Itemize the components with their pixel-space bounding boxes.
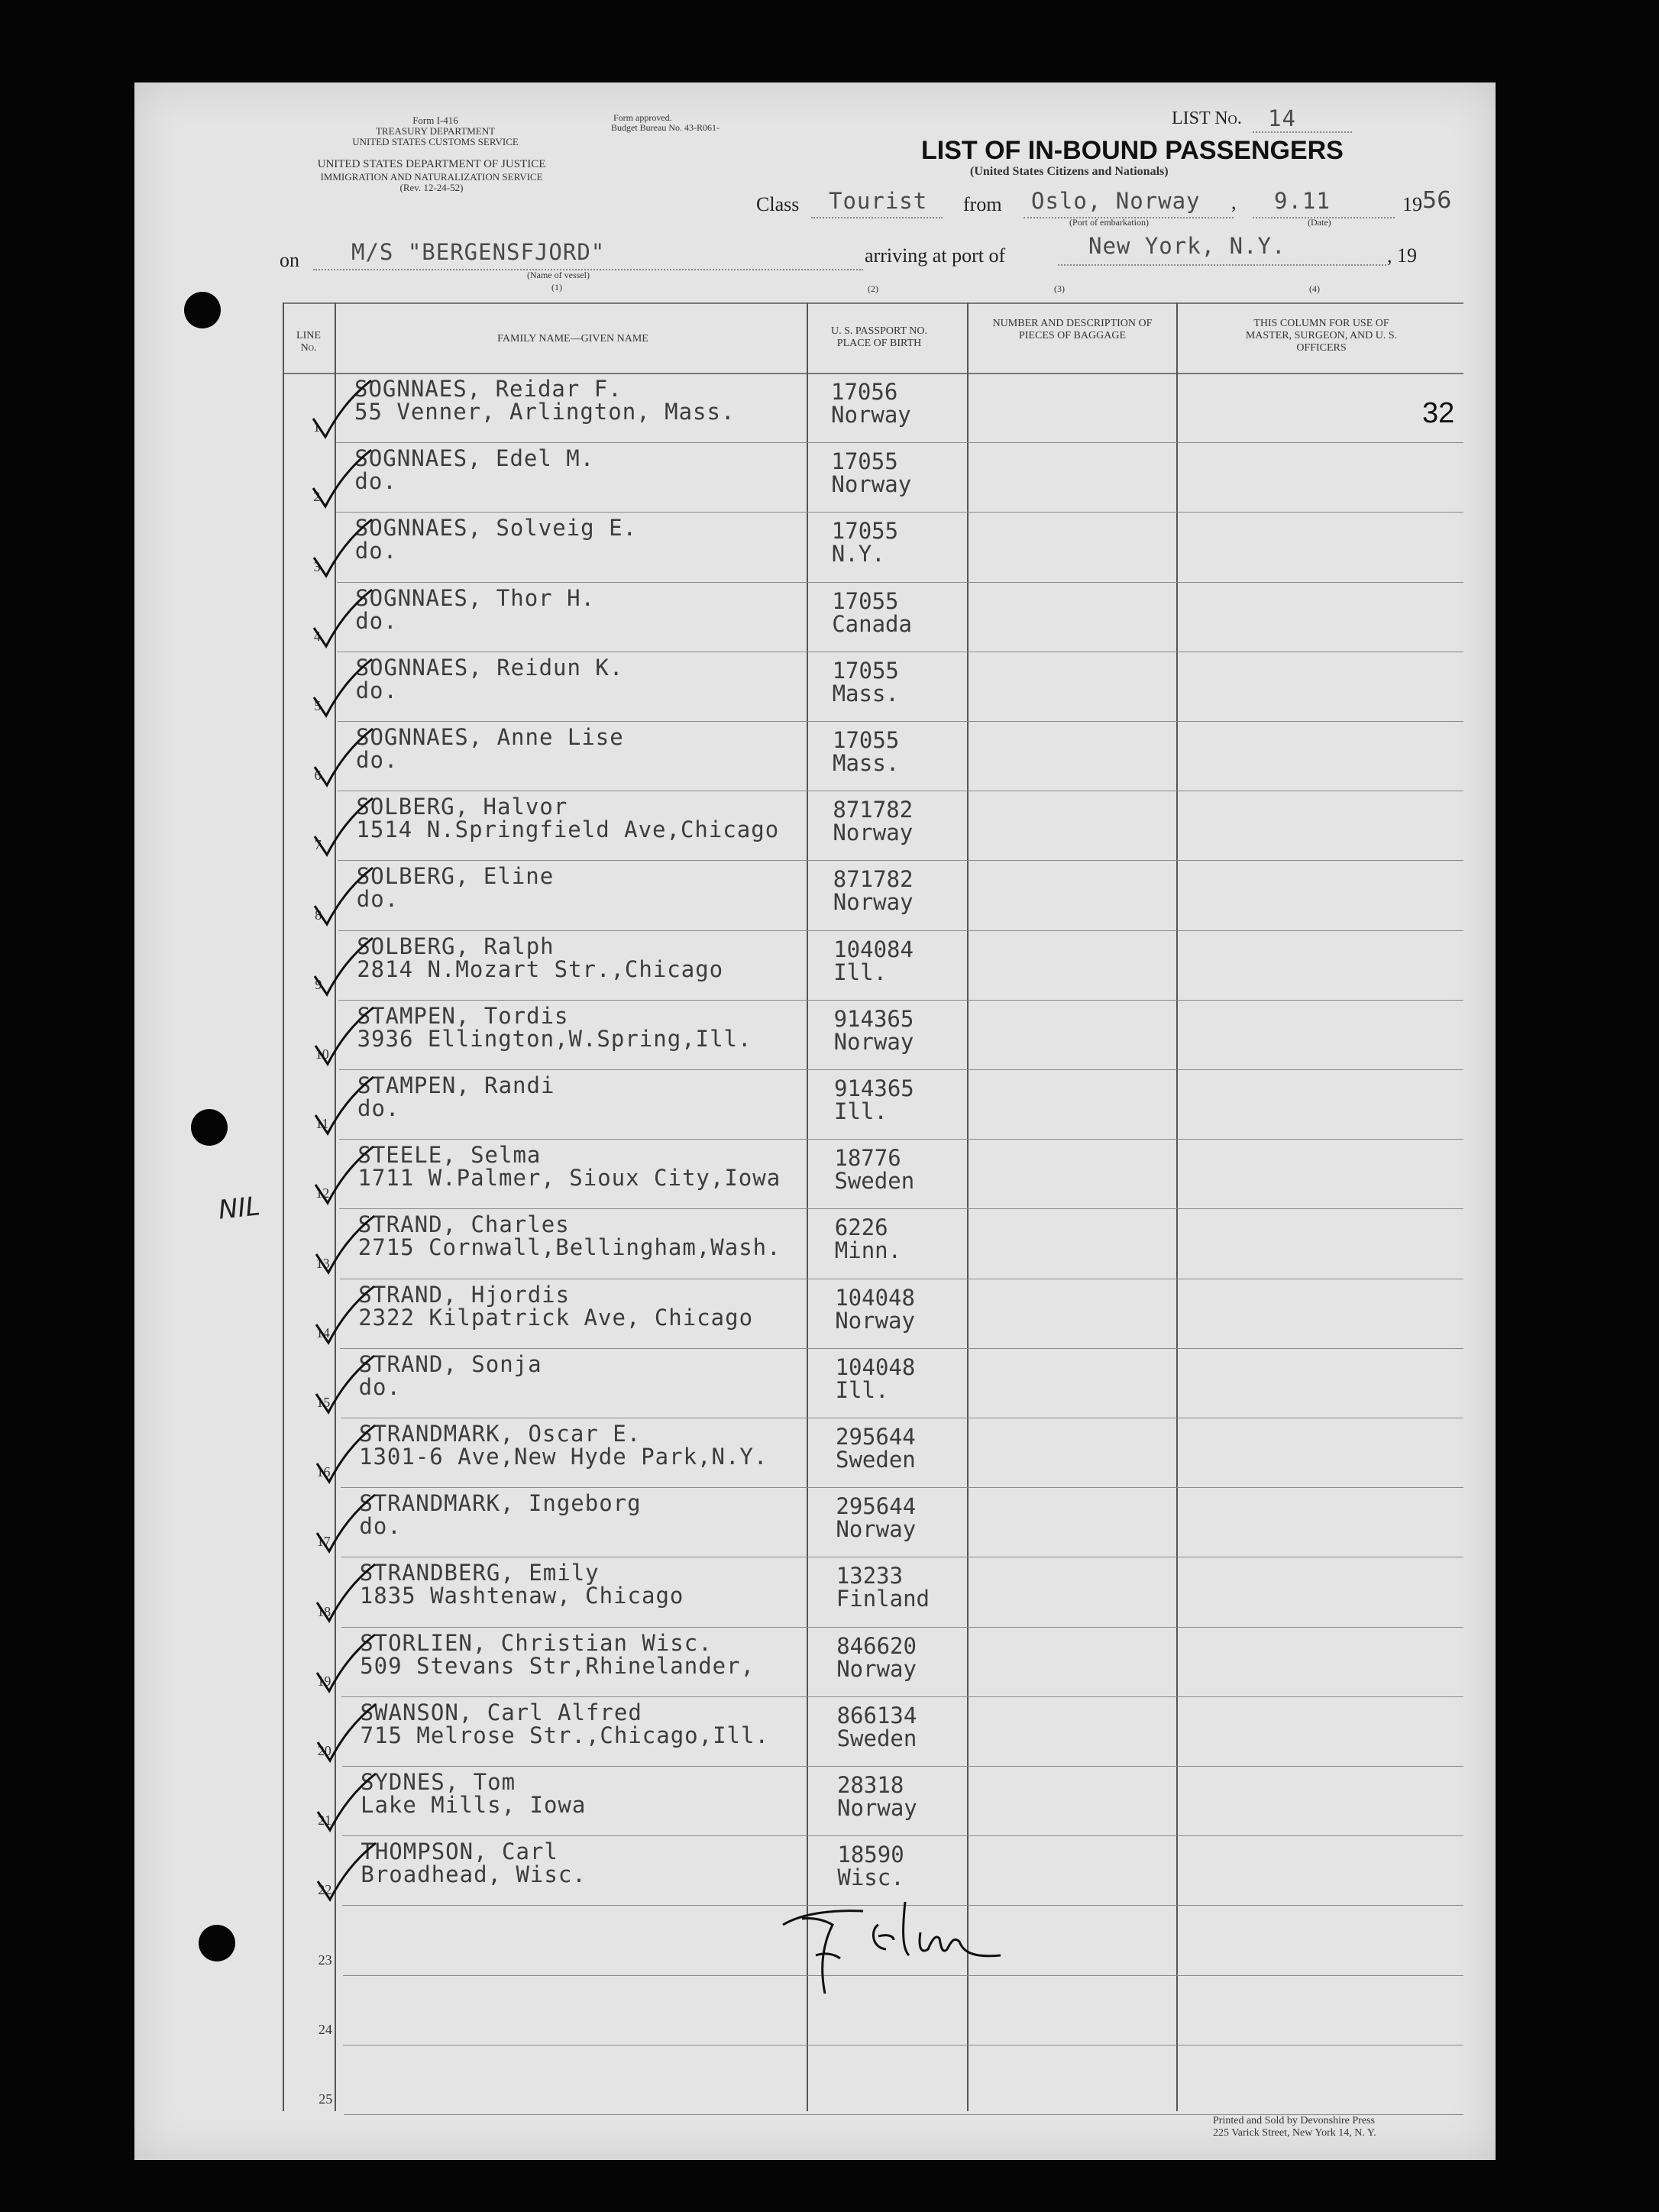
checkmark-icon [308,1071,377,1140]
place-of-birth: Ill. [835,1376,889,1403]
row-number: 20 [317,1743,331,1758]
vessel-col-num: (1) [551,282,562,293]
passport-number: 846620 [836,1632,917,1659]
passport-number: 17056 [831,379,898,405]
passenger-address: do. [358,1373,401,1400]
row-number: 8 [315,907,322,923]
checkmark-icon [309,1280,377,1349]
row-divider [338,930,1463,931]
checkmark-icon [306,513,375,582]
row-number: 7 [314,837,322,853]
col-line-no: LINE No. [296,330,321,354]
row-divider [342,1835,1463,1836]
checkmark-icon [307,932,376,1001]
row-number: 22 [318,1882,332,1898]
comma: , [1231,191,1237,213]
passport-number: 17055 [833,727,900,753]
row-divider [338,860,1463,861]
row-divider [339,1208,1463,1209]
passenger-name: SOGNNAES, Anne Lise [356,724,624,750]
place-of-birth: Norway [837,1795,917,1821]
from-label: from [963,193,1002,215]
passenger-name: SOLBERG, Halvor [356,794,568,820]
row-divider [338,721,1463,722]
customs-service: UNITED STATES CUSTOMS SERVICE [352,136,519,147]
passenger-address: 1514 N.Springfield Ave,Chicago [356,817,780,843]
col-baggage: NUMBER AND DESCRIPTION OF PIECES OF BAGGAGE [992,318,1153,341]
printer-line-2: 225 Varick Street, New York 14, N. Y. [1213,2127,1376,2139]
treasury-dept: TREASURY DEPARTMENT [375,125,496,137]
arriving-label: arriving at port of [865,244,1006,267]
port-of-embarkation: Oslo, Norway [1031,188,1201,214]
place-of-birth: Minn. [834,1237,902,1264]
place-of-birth: Canada [832,610,912,637]
checkmark-icon [306,374,374,443]
row-number: 1 [313,419,320,435]
checkmark-icon [309,1419,378,1488]
row-number: 17 [316,1534,331,1550]
place-of-birth: Sweden [834,1168,915,1195]
date-caption: (Date) [1308,217,1331,228]
passenger-name: SOGNNAES, Thor H. [355,584,595,611]
row-divider [336,442,1463,443]
checkmark-icon [309,1210,377,1279]
passenger-name: STRAND, Charles [357,1211,570,1238]
port-caption: (Port of embarkation) [1069,217,1149,228]
arrival-line [1058,264,1386,266]
passenger-address: 3936 Ellington,W.Spring,Ill. [357,1025,752,1052]
passport-number: 13233 [836,1563,904,1589]
row-number: 9 [315,976,322,992]
row-number: 25 [319,2091,333,2107]
row-divider [340,1348,1463,1349]
passport-number: 18776 [834,1145,901,1172]
row-number: 6 [314,768,322,784]
table-top-border [283,302,1463,304]
row-number: 15 [316,1395,331,1410]
passenger-name: STEELE, Selma [357,1142,542,1169]
passenger-name: STAMPEN, Randi [357,1072,555,1098]
passport-number: 104048 [835,1353,916,1380]
place-of-birth: Norway [835,1307,915,1334]
passport-number: 866134 [836,1702,917,1729]
class-label: Class [756,193,800,215]
place-of-birth: Norway [831,402,911,428]
checkmark-icon [310,1837,379,1906]
on-label: on [280,249,299,271]
passport-number: 104084 [833,936,914,962]
place-of-birth: Sweden [836,1447,916,1473]
year2: , 19 [1387,244,1417,267]
checkmark-icon [310,1698,379,1767]
list-number-label: LIST No. [1172,108,1242,128]
checkmark-icon [307,792,376,861]
ins-service: IMMIGRATION AND NATURALIZATION SERVICE [320,171,543,183]
row-divider [336,512,1463,513]
passport-number: 17055 [831,518,899,545]
row-number: 11 [315,1116,329,1132]
col-divider-name [807,302,808,2111]
table-left-border [283,302,284,2111]
checkmark-icon [306,444,374,513]
row-divider [342,1766,1463,1767]
col-passport: U. S. PASSPORT NO. PLACE OF BIRTH [831,325,927,349]
passenger-address: do. [355,607,398,634]
place-of-birth: Norway [836,1516,917,1543]
place-of-birth: Ill. [834,1098,888,1124]
checkmark-icon [309,1628,378,1697]
passenger-address: do. [354,538,398,564]
passport-number: 17055 [832,657,899,684]
row-divider [337,582,1463,583]
passenger-name: STRAND, Hjordis [358,1281,571,1308]
row-divider [341,1487,1463,1488]
class-line [811,217,943,218]
punch-hole [191,1109,228,1146]
checkmark-icon [309,1489,378,1557]
vessel-name: M/S "BERGENSFJORD" [351,239,606,265]
passport-number: 914365 [834,1075,914,1101]
passenger-name: STAMPEN, Tordis [357,1002,569,1029]
passenger-name: SOLBERG, Eline [356,863,555,890]
row-number: 13 [315,1255,330,1271]
row-number: 24 [318,2021,332,2037]
checkmark-icon [309,1558,378,1627]
arrival-port: New York, N.Y. [1088,233,1286,259]
form-approved: Form approved. [613,112,672,123]
place-of-birth: Ill. [833,959,888,985]
form-revision: (Rev. 12-24-52) [399,182,464,193]
page-title: LIST OF IN-BOUND PASSENGERS [921,136,1344,165]
checkmark-icon [308,1001,377,1070]
row-number: 21 [318,1813,331,1829]
place-of-birth: N.Y. [831,541,885,568]
place-of-birth: Mass. [832,680,899,707]
passenger-address: do. [359,1513,402,1540]
passenger-name: STRANDMARK, Oscar E. [359,1421,642,1447]
col-officers: THIS COLUMN FOR USE OF MASTER, SURGEON, AND U. S. OFFICERS [1245,318,1398,354]
row-number: 19 [317,1673,331,1689]
passport-number: 18590 [837,1842,904,1868]
row-number: 16 [316,1464,331,1480]
row-number: 12 [315,1185,330,1201]
place-of-birth: Finland [836,1586,930,1612]
col4-num: (4) [1309,283,1320,294]
place-of-birth: Norway [833,1028,914,1055]
passenger-address: 55 Venner, Arlington, Mass. [354,399,736,425]
passenger-name: STORLIEN, Christian Wisc. [360,1629,713,1656]
checkmark-icon [307,723,376,791]
passport-number: 871782 [833,866,914,893]
passenger-address: 2715 Cornwall,Bellingham,Wash. [357,1234,781,1261]
row-number: 4 [313,628,321,644]
punch-hole [199,1925,235,1961]
year-prefix: 19 [1402,193,1422,215]
budget-bureau: Budget Bureau No. 43-R061- [611,122,720,133]
passport-number: 28318 [837,1772,904,1798]
passenger-name: SOGNNAES, Solveig E. [354,515,637,542]
place-of-birth: Sweden [836,1725,917,1751]
checkmark-icon [308,1140,377,1209]
year-value: 56 [1422,187,1452,214]
passenger-name: THOMPSON, Carl [361,1838,558,1865]
place-of-birth: Mass. [833,750,900,776]
passenger-address: 509 Stevans Str,Rhinelander, [360,1652,755,1679]
row-number: 5 [314,698,322,713]
place-of-birth: Norway [833,820,914,846]
printer-line-1: Printed and Sold by Devonshire Press [1213,2115,1375,2126]
checkmark-icon [307,862,376,930]
row-divider [338,1000,1463,1001]
passenger-name: SOGNNAES, Edel M. [354,445,595,472]
list-number: 14 [1268,105,1296,131]
passenger-address: 715 Melrose Str.,Chicago,Ill. [360,1722,769,1748]
col-name: FAMILY NAME—GIVEN NAME [497,333,648,344]
passenger-name: STRAND, Sonja [358,1350,542,1377]
passenger-name: STRANDBERG, Emily [359,1560,600,1586]
passenger-name: SYDNES, Tom [361,1769,516,1795]
passenger-address: do. [356,886,399,913]
checkmark-icon [306,584,375,652]
col-divider-baggage [1176,302,1178,2111]
punch-hole [184,292,221,328]
passenger-address: do. [354,468,397,495]
row-number: 18 [317,1603,331,1619]
checkmark-icon [310,1767,379,1836]
row-divider [341,1696,1463,1697]
vessel-caption: (Name of vessel) [527,270,590,280]
passenger-address: Broadhead, Wisc. [361,1861,587,1888]
passenger-address: 2322 Kilpatrick Ave, Chicago [358,1304,754,1331]
row-number: 10 [315,1046,329,1062]
passenger-address: 2814 N.Mozart Str.,Chicago [357,956,724,982]
row-divider [339,1069,1463,1070]
margin-note: NIL [217,1191,262,1226]
row-number: 23 [318,1952,332,1968]
passenger-address: 1301-6 Ave,New Hyde Park,N.Y. [359,1444,768,1470]
passenger-count: 32 [1422,397,1455,429]
passport-number: 914365 [833,1005,914,1032]
passport-number: 295644 [836,1424,916,1450]
row-divider [341,1627,1463,1628]
place-of-birth: Wisc. [837,1864,904,1891]
row-number: 2 [313,489,321,505]
row-divider [339,1139,1463,1140]
page-subtitle: (United States Citizens and Nationals) [970,165,1169,178]
passenger-name: STRANDMARK, Ingeborg [359,1490,642,1517]
col3-num: (3) [1054,283,1065,294]
place-of-birth: Norway [836,1655,917,1682]
row-number: 3 [313,558,321,574]
passport-number: 871782 [833,797,914,823]
class-value: Tourist [829,188,928,214]
passport-number: 104048 [835,1284,915,1311]
checkmark-icon [306,653,375,722]
passenger-name: SWANSON, Carl Alfred [360,1699,642,1725]
passenger-name: SOGNNAES, Reidar F. [354,376,623,402]
passenger-address: do. [357,1095,400,1121]
place-of-birth: Norway [833,889,914,916]
justice-dept: UNITED STATES DEPARTMENT OF JUSTICE [317,158,546,170]
passenger-address: 1835 Washtenaw, Chicago [359,1583,684,1609]
passenger-address: Lake Mills, Iowa [361,1792,587,1818]
passenger-name: SOLBERG, Ralph [357,933,555,959]
col-divider-passport [967,302,969,2111]
passport-number: 17055 [832,587,899,614]
list-number-line [1253,131,1352,133]
row-number: 14 [315,1324,330,1340]
date-value: 9.11 [1274,188,1331,214]
passenger-address: 1711 W.Palmer, Sioux City,Iowa [357,1165,781,1192]
place-of-birth: Norway [831,471,912,498]
passport-number: 295644 [836,1493,917,1520]
passenger-name: SOGNNAES, Reidun K. [355,654,624,681]
passport-number: 6226 [834,1214,888,1241]
col2-num: (2) [868,283,878,294]
passenger-address: do. [355,677,398,703]
checkmark-icon [309,1350,377,1418]
passenger-address: do. [356,747,399,773]
header-bottom-border [283,373,1463,374]
signature [771,1879,1016,2001]
form-number: Form I-416 [412,115,458,126]
passport-number: 17055 [831,448,898,475]
